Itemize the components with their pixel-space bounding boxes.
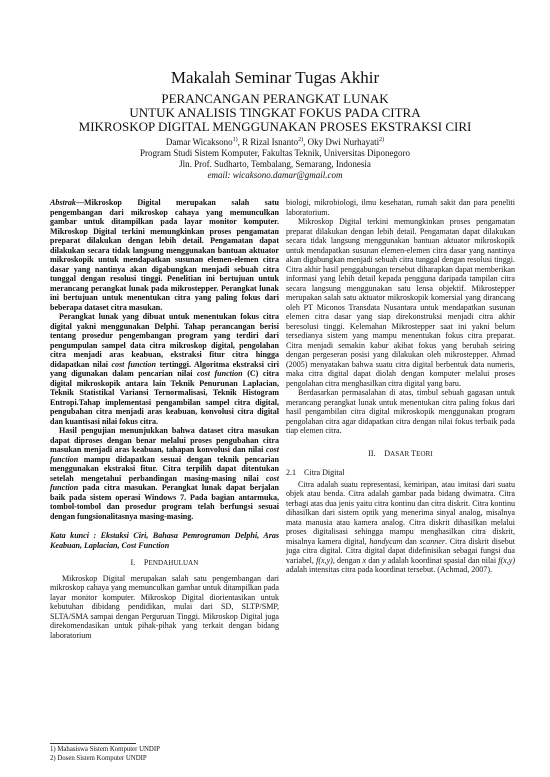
abstract-paragraph <box>50 426 279 521</box>
author-name: R Rizal Isnanto <box>242 137 299 147</box>
section-initial: T <box>411 448 417 458</box>
section-numeral: I. <box>130 558 136 567</box>
abstract-text: —Mikroskop Digital merupakan salah satu pengembangan dari mikroskop cahaya yang memunculkan gambar untuk ditampilkan pada layar monitor komputer. Mikroskop Digital terkini memungkinkan proses pengamatan preparat dilakukan dengan lebih detail. Pengamatan dapat dilakukan secara tidak langsung menggunakan bantuan aktuator mikroskopik untuk mendapatkan susunan elemen-elemen citra dasar yang nantinya akan digabungkan menjadi sebuah citra tunggal dengan resolusi tinggi. Penelitian ini bertujuan untuk merancang perangkat lunak pada mikrostepper. Perangkat lunak ini bertujuan untuk menentukan citra yang paling fokus dari beberapa dataset citra masukan. <box>50 198 279 312</box>
body-term: y <box>382 555 386 565</box>
author-list <box>40 135 510 148</box>
abstract <box>50 198 279 521</box>
left-column <box>50 198 279 640</box>
email-label: email: <box>207 170 233 180</box>
body-text: Citra adalah suatu representasi, kemiripan, atau imitasi dari suatu objek atau benda. Citra adalah gambar pada bidang dwimatra. Citra terbagi atas dua jenis yaitu citra kontinu dan citra diskrit. Citra kontinu dihasilkan dari sistem optik yang menerima sinyal analog, misalnya mata manusia atau kamera analog. Citra diskrit dihasilkan melalui proses digitalisasi sehingga mampu menghasilkan citra diskrit, misalnya kamera digital, <box>286 479 515 546</box>
affiliation: Program Studi Sistem Komputer, Fakultas Teknik, Universitas Diponegoro <box>139 148 411 158</box>
abstract-text: pada citra masukan. Perangkat lunak dapat berjalan baik pada sistem operasi Windows 7. Pada bagian antarmuka, tombol-tombol dan prosedur program telah berfungsi sesuai dengan fungsionalitasnya masing-masing. <box>50 483 279 521</box>
footnote: 2) Dosen Sistem Komputer UNDIP <box>50 754 147 762</box>
author-name: Oky Dwi Nurhayati <box>307 137 380 147</box>
seminar-series-title: Makalah Seminar Tugas Akhir <box>170 68 380 87</box>
body-paragraph <box>286 480 515 575</box>
abstract-lead: Abstrak <box>50 198 76 207</box>
body-text: adalah koordinat spasial dan nilai <box>385 555 499 565</box>
section-smallcaps: EORI <box>416 449 433 458</box>
footnotes <box>50 746 160 763</box>
subsection-number: 2.1 <box>286 468 297 477</box>
subsection-title: Citra Digital <box>304 468 345 477</box>
footnote: 1) Mahasiswa Sistem Komputer UNDIP <box>50 746 160 753</box>
body-term: x <box>362 555 367 565</box>
body-term: f(x,y) <box>498 555 516 565</box>
body-text: dan <box>366 555 382 565</box>
email-address[interactable]: wicaksono.damar@gmail.com <box>232 170 343 180</box>
author-mark: 2) <box>298 137 304 143</box>
paper-header <box>40 68 510 181</box>
body-text: . Citra diskrit disebut juga citra digital. Citra digital dapat didefinisikan sebagai fungsi dua variabel, <box>286 536 515 565</box>
section-smallcaps: ENDAHULUAN <box>148 559 199 567</box>
body-paragraph: Mikroskop Digital merupakan salah satu pengembangan dari mikroskop cahaya yang memunculkan gambar untuk ditampilkan pada layar monitor komputer. Mikroskop Digital diorientasikan untuk kebutuhan dibidang pendidikan, mulai dari SD, SLTP/SMP, SLTA/SMA sampai dengan Perguruan Tinggi. Mikroskop Digital juga direkomendasikan untuk pihak-pihak yang terkait dengan bidang laboratorium <box>50 573 279 640</box>
section-initial: P <box>143 558 149 567</box>
body-paragraph: Mikroskop Digital terkini memungkinkan proses pengamatan preparat dilakukan dengan lebih detail. Pengamatan dapat dilakukan secara tidak langsung menggunakan bantuan aktuator mikroskopik untuk mendapatkan susunan elemen-elemen citra dasar yang nantinya akan digabungkan menjadi sebuah citra tunggal dengan resolusi tinggi. Citra akhir hasil penggabungan tersebut diharapkan dapat memberikan informasi yang lebih detail kepada pengguna daripada tampilan citra secara langsung menggunakan satu lensa objektif. Mikrostepper merupakan salah satu aktuator mikroskopik komersial yang dirancang oleh PT Miconos Transdata Nusantara untuk mendapatkan susunan elemen citra dasar yang siap direkonstruksi menjadi citra akhir beresolusi tinggi. Kelemahan Mikrostepper saat ini yakni belum tersedianya sistem yang mampu menentukan fokus citra preparat. Citra menjadi semakin kabur akibat fokus yang berubah seiring dengan pergeseran posisi yang dilakukan oleh mikrostepper. Ahmad (2005) menyatakan bahwa suatu citra digital berbentuk data numeris, maka citra digital dapat diolah dengan komputer melalui proses pengolahan citra menghasilkan citra digital yang baru. <box>286 217 515 388</box>
address: Jln. Prof. Sudharto, Tembalang, Semarang, Indonesia <box>179 159 371 169</box>
body-term: scanner <box>419 536 445 546</box>
abstract-term: cost function <box>111 359 157 369</box>
section-numeral: II. <box>368 448 376 458</box>
abstract-text: mampu didapatkan sesuai dengan teknik pencarian menggunakan ekstraksi fitur. Citra terpilih dapat ditentukan setelah mengetahui perbandingan masing-masing nilai <box>50 454 279 483</box>
right-column <box>286 198 515 575</box>
author-mark: 2) <box>379 137 385 143</box>
abstract-text: Hasil pengujian menunjukkan bahwa dataset citra masukan dapat diproses dengan benar melalui proses pengubahan citra masukan menjadi aras keabuan, tahapan konvolusi dan nilai <box>50 426 279 454</box>
body-term: handycam <box>369 536 403 546</box>
subsection-heading-citra-digital <box>286 468 515 478</box>
abstract-paragraph <box>50 198 279 312</box>
author-mark: 1) <box>232 137 238 143</box>
body-text: dan <box>402 536 420 546</box>
section-initial: D <box>384 448 391 458</box>
paper-title-line: UNTUK ANALISIS TINGKAT FOKUS PADA CITRA <box>129 105 421 120</box>
section-heading-dasar-teori <box>286 449 515 460</box>
paper-title-line: MIKROSKOP DIGITAL MENGGUNAKAN PROSES EKSTRAKSI CIRI <box>78 119 472 134</box>
body-text: , dengan <box>332 555 363 565</box>
paper-title <box>40 92 510 134</box>
paper-title-line: PERANCANGAN PERANGKAT LUNAK <box>161 91 389 106</box>
email-line <box>40 170 510 181</box>
body-term: f(x,y) <box>316 555 333 565</box>
body-text: adalah intensitas citra pada koordinat tersebut. (Achmad, 2007). <box>286 565 493 574</box>
body-paragraph: biologi, mikrobiologi, ilmu kesehatan, rumah sakit dan para peneliti laboratorium. <box>286 198 515 217</box>
footnote-rule <box>50 743 136 744</box>
abstract-text: (C) citra digital mikroskopik antara lain Teknik Penurunan Laplacian, Teknik Statistikal Variansi Ternormalisasi, Teknik Histogram Entropi.Tahap implementasi pengambilan sampel citra digital, pengubahan citra menjadi aras keabuan, konvolusi citra digital dan kuantisasi nilai fokus citra. <box>50 369 279 426</box>
abstract-term: cost function <box>50 445 279 464</box>
author-name: Damar Wicaksono <box>165 137 233 147</box>
abstract-text: tertinggi. Algoritma ekstraksi ciri yang digunakan dalam pencarian nilai <box>50 359 280 378</box>
section-heading-pendahuluan <box>50 558 279 569</box>
abstract-paragraph <box>50 312 279 426</box>
abstract-term: cost function <box>196 369 243 378</box>
abstract-term: cost function <box>50 473 279 492</box>
author-separator: , <box>237 137 243 147</box>
body-paragraph: Berdasarkan permasalahan di atas, timbul sebuah gagasan untuk merancang perangkat lunak untuk menentukan citra paling fokus dari hasil pengambilan citra digital mikroskopik menggunakan program pengolahan citra agar didapatkan citra dengan nilai fokus terbaik pada tiap elemen citra. <box>286 388 515 435</box>
keywords: Kata kunci : Ekstaksi Ciri, Bahasa Pemrograman Delphi, Aras Keabuan, Laplacian, Cost Function <box>50 531 279 550</box>
section-smallcaps: ASAR <box>390 449 412 458</box>
author-separator: , <box>303 137 308 147</box>
abstract-text: Perangkat lunak yang dibuat untuk menentukan fokus citra digital yakni menggunakan Delphi. Tahap perancangan berisi tentang prosedur pengembangan program yang terdiri dari pengumpulan sampel data citra mikroskop digital, pengolahan citra menjadi aras keabuan, ekstraksi fitur citra hingga didapatkan nilai <box>50 312 279 369</box>
